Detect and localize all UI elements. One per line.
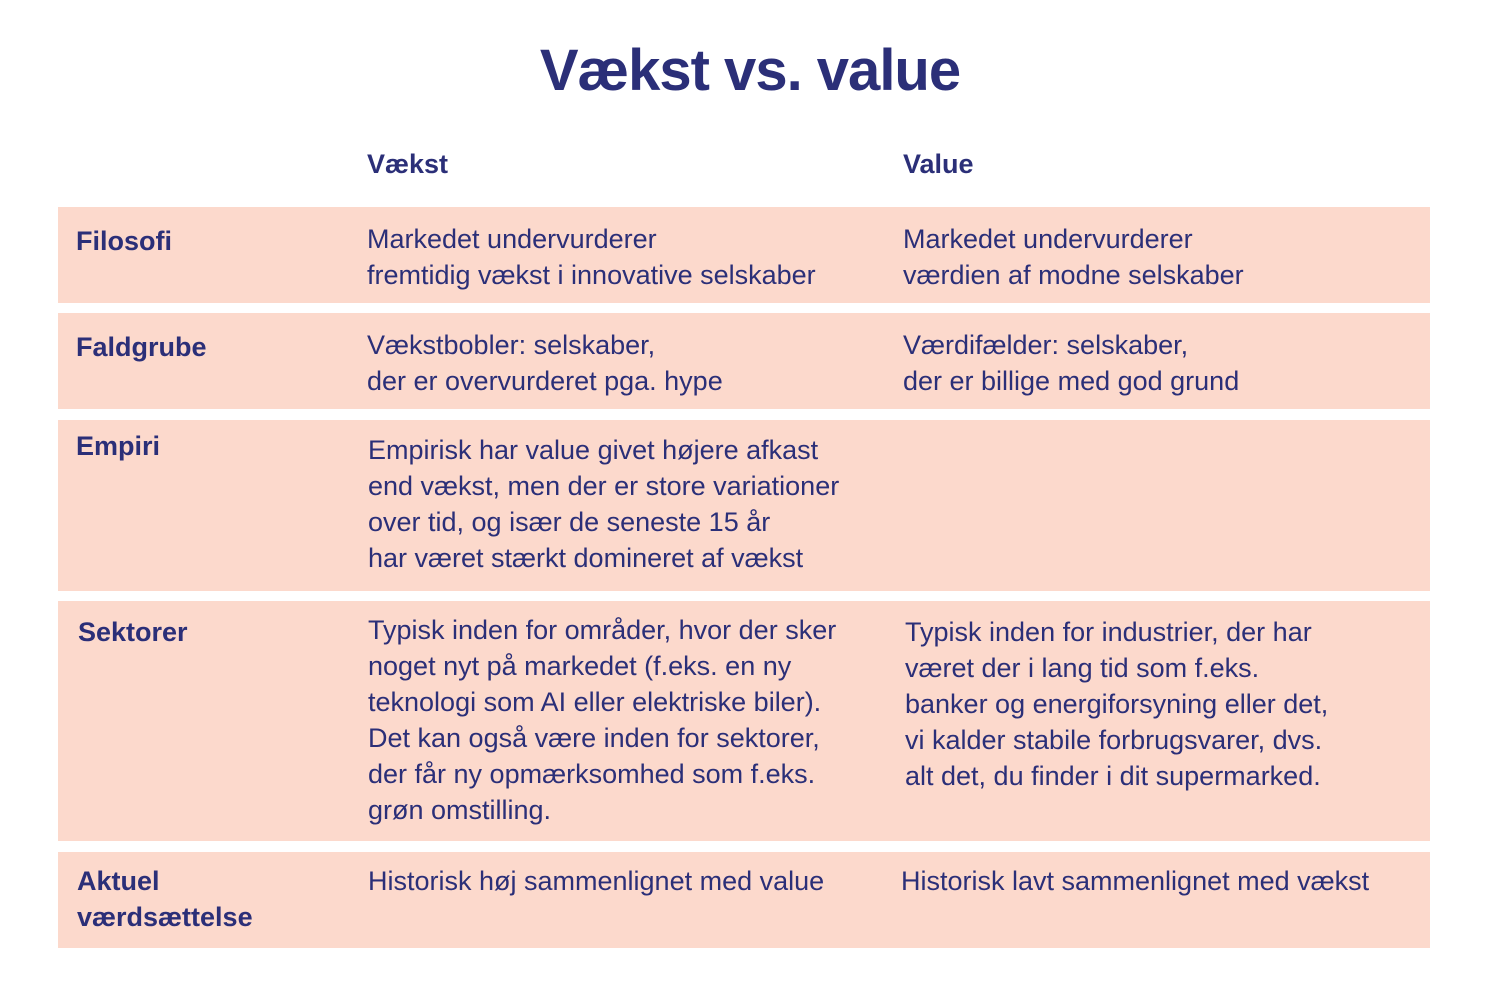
cell-vaekst: Vækstbobler: selskaber, der er overvurderet pga. hype [367,330,723,396]
table-row-sektorer [58,601,1430,841]
cell-value: Typisk inden for industrier, der har været der i lang tid som f.eks. banker og energiforsyning eller det, vi kalder stabile forbrugsvarer, dvs. alt det, du finder i dit supermarked. [905,617,1329,791]
table-row-filosofi [58,207,1430,303]
cell-value: Værdifælder: selskaber, der er billige med god grund [903,330,1240,396]
cell-vaekst: Typisk inden for områder, hvor der sker noget nyt på markedet (f.eks. en ny teknologi som AI eller elektriske biler). Det kan også være inden for sektorer, der får ny opmærksomhed som f.eks. grøn omstilling. [368,615,837,825]
column-header-value: Value [903,149,974,179]
cell-vaekst: Empirisk har value givet højere afkast end vækst, men der er store variationer over tid, og især de seneste 15 år har været stærkt domineret af vækst [368,435,840,573]
cell-value: Historisk lavt sammenlignet med vækst [901,866,1370,896]
table-row-aktuel-vaerdsaettelse [58,852,1430,948]
cell-value: Markedet undervurderer værdien af modne selskaber [903,224,1244,290]
table-row-empiri [58,420,1430,591]
cell-vaekst: Historisk høj sammenlignet med value [368,866,825,896]
column-header-vaekst: Vækst [367,149,449,179]
row-label: Sektorer [78,617,188,647]
table-row-faldgrube [58,313,1430,409]
row-label: Empiri [76,431,161,461]
row-label: Filosofi [76,226,172,256]
page-title: Vækst vs. value [539,38,961,103]
cell-vaekst: Markedet undervurderer fremtidig vækst i innovative selskaber [367,224,816,290]
row-label: Aktuel værdsættelse [77,866,253,932]
row-label: Faldgrube [76,332,207,362]
